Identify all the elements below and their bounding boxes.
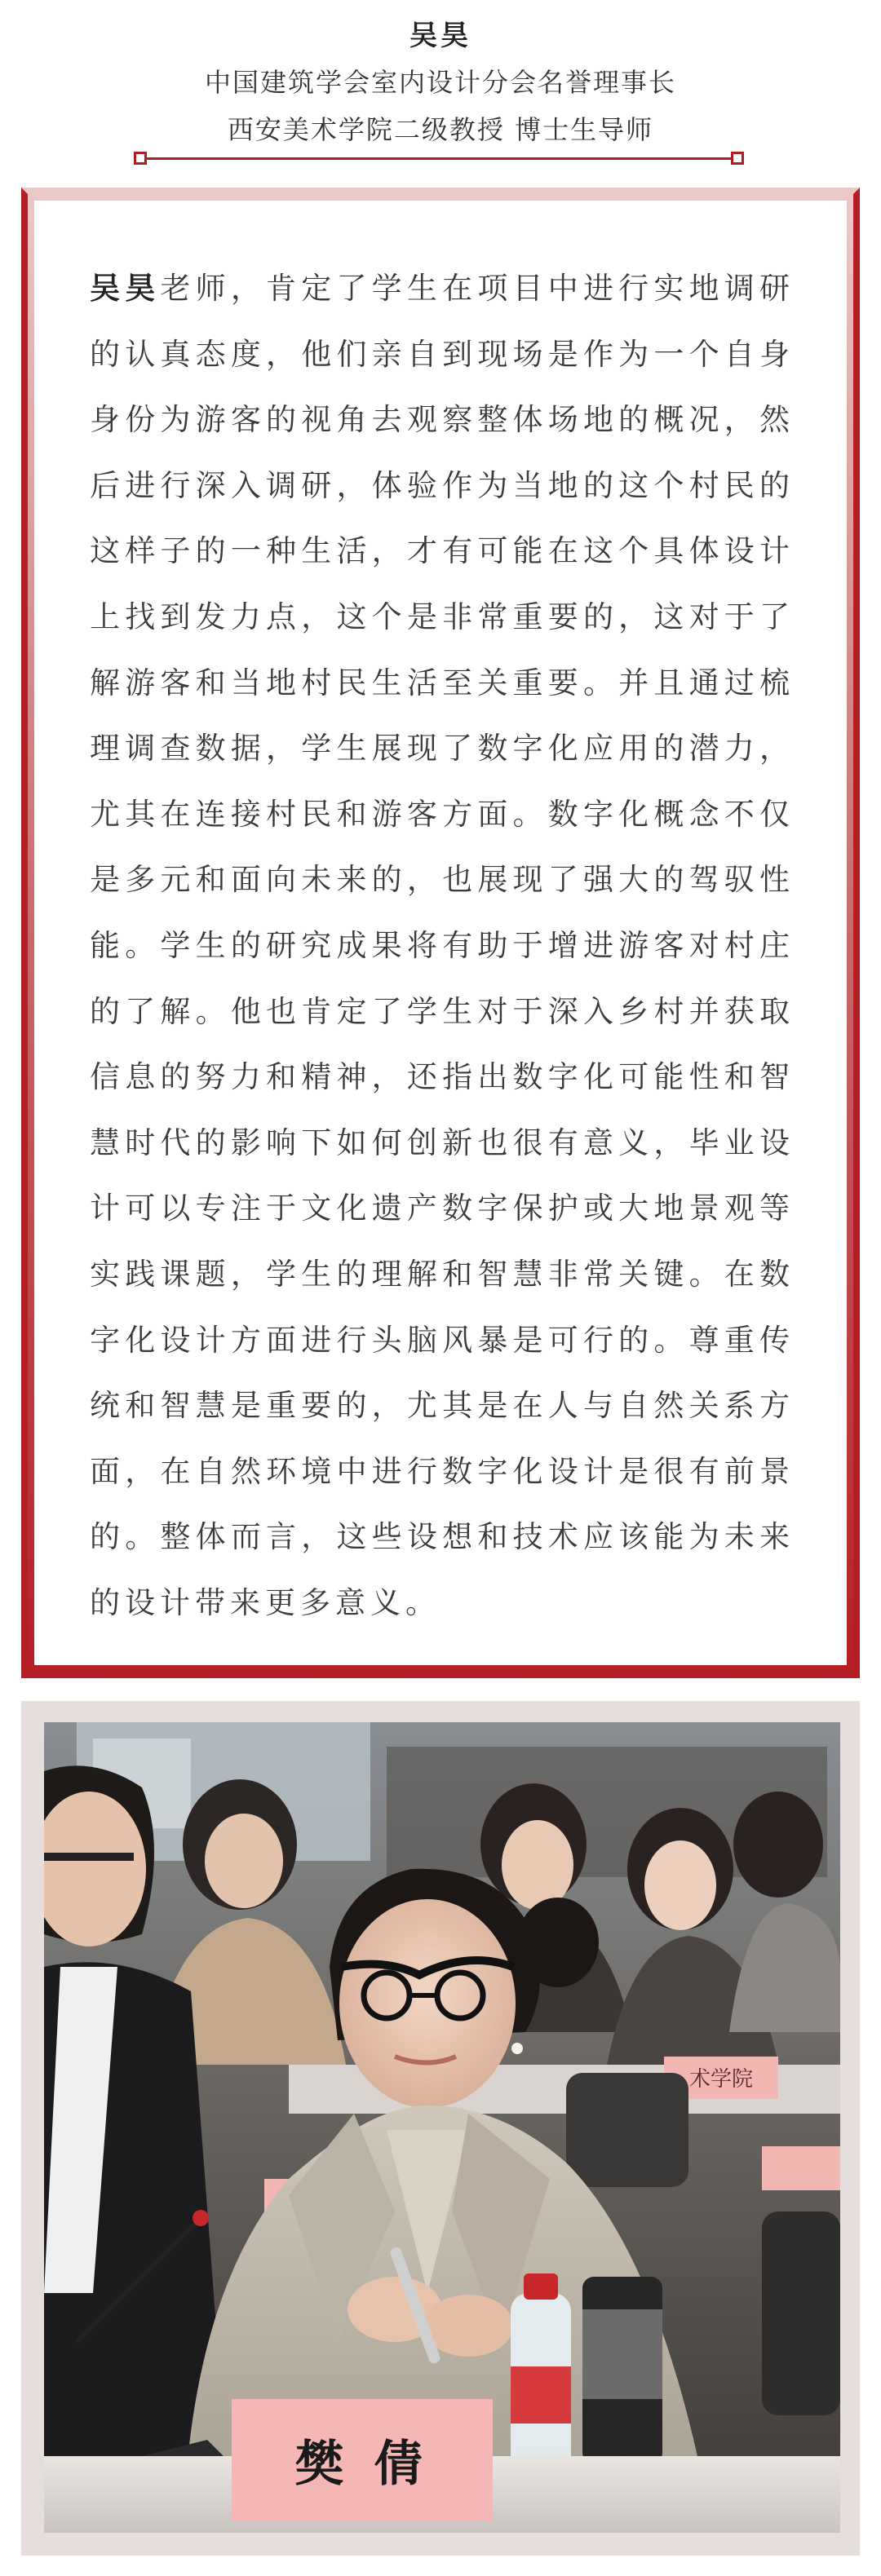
quote-body: 老师，肯定了学生在项目中进行实地调研的认真态度，他们亲自到现场是作为一个自身身份为游客的视角去观察整体场地的概况，然后进行深入调研，体验作为当地的这个村民的这样子的一种生活，才有可能在这个具体设计上找到发力点，这个是非常重要的，这对于了解游客和当地村民生活至关重要。并且通过梳理调查数据，学生展现了数字化应用的潜力，尤其在连接村民和游客方面。数字化概念不仅是多元和面向未来的，也展现了强大的驾驭性能。学生的研究成果将有助于增进游客对村庄的了解。他也肯定了学生对于深入乡村并获取信息的努力和精神，还指出数字化可能性和智慧时代的影响下如何创新也很有意义，毕业设计可以专注于文化遗产数字保护或大地景观等实践课题，学生的理解和智慧非常关键。在数字化设计方面进行头脑风暴是可行的。尊重传统和智慧是重要的，尤其是在人与自然关系方面，在自然环境中进行数字化设计是很有前景的。整体而言，这些设想和技术应该能为未来的设计带来更多意义。 bbox=[90, 271, 795, 1620]
speaker-name: 吴昊 bbox=[410, 20, 471, 52]
seminar-photo bbox=[44, 1722, 840, 2533]
divider-end-square-left bbox=[134, 152, 147, 165]
nameplate-text: 樊 倩 bbox=[294, 2436, 430, 2493]
decorative-divider bbox=[142, 157, 739, 160]
back-nameplate-text: 术学院 bbox=[688, 2067, 754, 2092]
quote-box bbox=[21, 188, 860, 1678]
quote-inner bbox=[34, 201, 847, 1665]
divider-end-square-right bbox=[731, 152, 744, 165]
quote-paragraph bbox=[90, 256, 795, 1636]
speaker-title-line-1: 中国建筑学会室内设计分会名誉理事长 bbox=[204, 67, 676, 98]
speaker-title-line-2: 西安美术学院二级教授 博士生导师 bbox=[227, 114, 654, 145]
photo-frame bbox=[21, 1701, 860, 2556]
quote-lead-name: 吴昊 bbox=[90, 271, 161, 306]
